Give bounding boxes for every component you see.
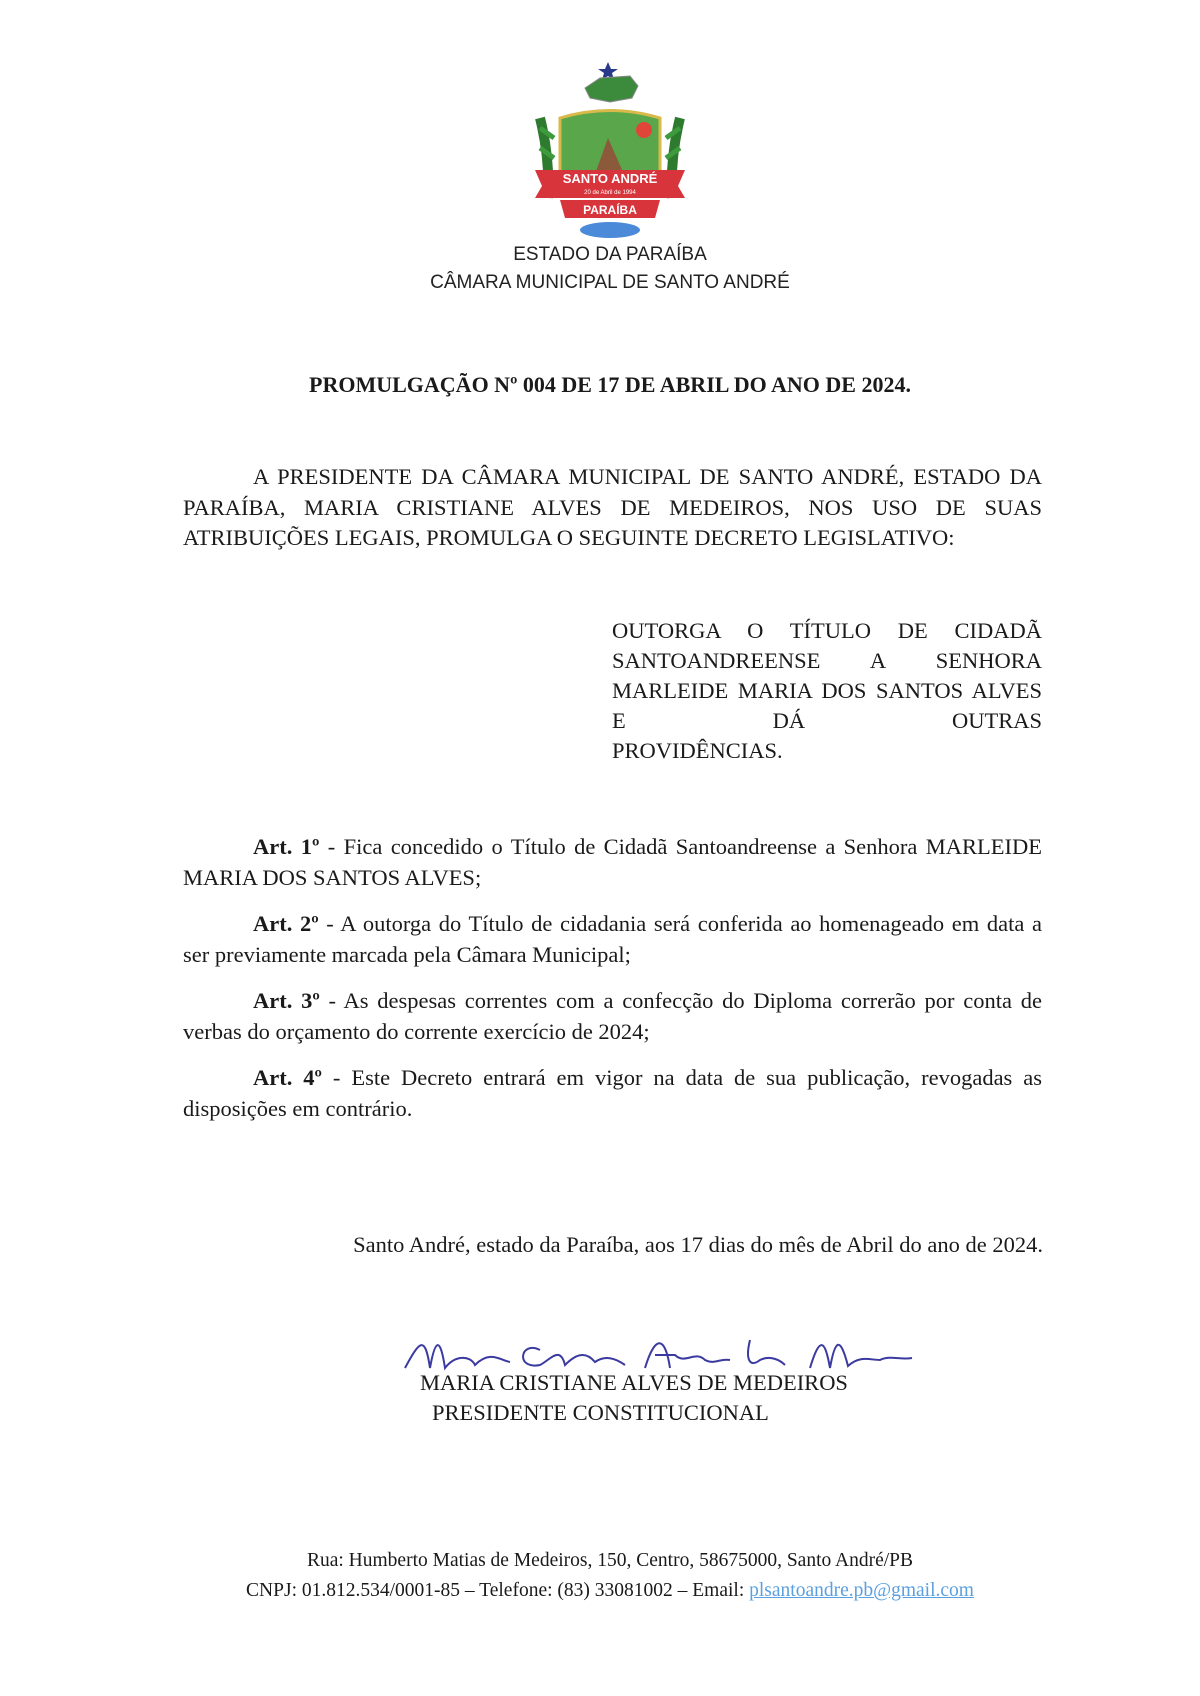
- svg-text:SANTO ANDRÉ: SANTO ANDRÉ: [562, 171, 658, 186]
- footer-contact-line: [0, 1576, 1200, 1606]
- footer-address: Rua: Humberto Matias de Medeiros, 150, Centro, 58675000, Santo André/PB: [306, 1550, 914, 1571]
- ementa-text-last: PROVIDÊNCIAS.: [612, 738, 783, 763]
- ementa-text: OUTORGA O TÍTULO DE CIDADÃ SANTOANDREENSE A SENHORA MARLEIDE MARIA DOS SANTOS ALVES E DÁ OUTRAS: [612, 618, 1042, 733]
- municipal-coat-of-arms-logo: [520, 58, 700, 244]
- signatory-name: MARIA CRISTIANE ALVES DE MEDEIROS: [420, 1370, 848, 1395]
- document-title: PROMULGAÇÃO Nº 004 DE 17 DE ABRIL DO ANO DE 2024.: [309, 372, 911, 397]
- state-name: ESTADO DA PARAÍBA: [513, 244, 707, 265]
- article-label: Art. 2º: [253, 911, 319, 936]
- signatory-role: PRESIDENTE CONSTITUCIONAL: [432, 1400, 769, 1425]
- svg-text:20 de Abril de 1994: 20 de Abril de 1994: [584, 190, 636, 196]
- article-label: Art. 1º: [253, 834, 320, 859]
- ementa: [612, 616, 1042, 766]
- chamber-name: CÂMARA MUNICIPAL DE SANTO ANDRÉ: [430, 272, 790, 293]
- footer: [0, 1546, 1200, 1606]
- email-link[interactable]: plsantoandre.pb@gmail.com: [749, 1580, 974, 1601]
- article-label: Art. 3º: [253, 988, 320, 1013]
- article-2: [183, 909, 1042, 970]
- article-text: - Este Decreto entrará em vigor na data de sua publicação, revogadas as disposições em contrário.: [183, 1065, 1042, 1121]
- date-line: Santo André, estado da Paraíba, aos 17 dias do mês de Abril do ano de 2024.: [353, 1232, 1043, 1257]
- article-1: [183, 832, 1042, 893]
- article-text: - Fica concedido o Título de Cidadã Santoandreense a Senhora MARLEIDE MARIA DOS SANTOS ALVES;: [183, 834, 1042, 890]
- svg-text:PARAÍBA: PARAÍBA: [583, 203, 637, 217]
- article-3: [183, 986, 1042, 1047]
- article-text: - As despesas correntes com a confecção do Diploma correrão por conta de verbas do orçamento do corrente exercício de 2024;: [183, 988, 1042, 1044]
- handwritten-signature: [400, 1330, 920, 1374]
- intro-paragraph: A PRESIDENTE DA CÂMARA MUNICIPAL DE SANTO ANDRÉ, ESTADO DA PARAÍBA, MARIA CRISTIANE ALVES DE MEDEIROS, NOS USO DE SUAS ATRIBUIÇÕES LEGAIS, PROMULGA O SEGUINTE DECRETO LEGISLATIVO:: [183, 464, 1042, 550]
- article-text: - A outorga do Título de cidadania será conferida ao homenageado em data a ser previamente marcada pela Câmara Municipal;: [183, 911, 1042, 967]
- article-4: [183, 1063, 1042, 1124]
- article-label: Art. 4º: [253, 1065, 322, 1090]
- footer-contact: CNPJ: 01.812.534/0001-85 – Telefone: (83) 33081002 – Email:: [246, 1580, 750, 1601]
